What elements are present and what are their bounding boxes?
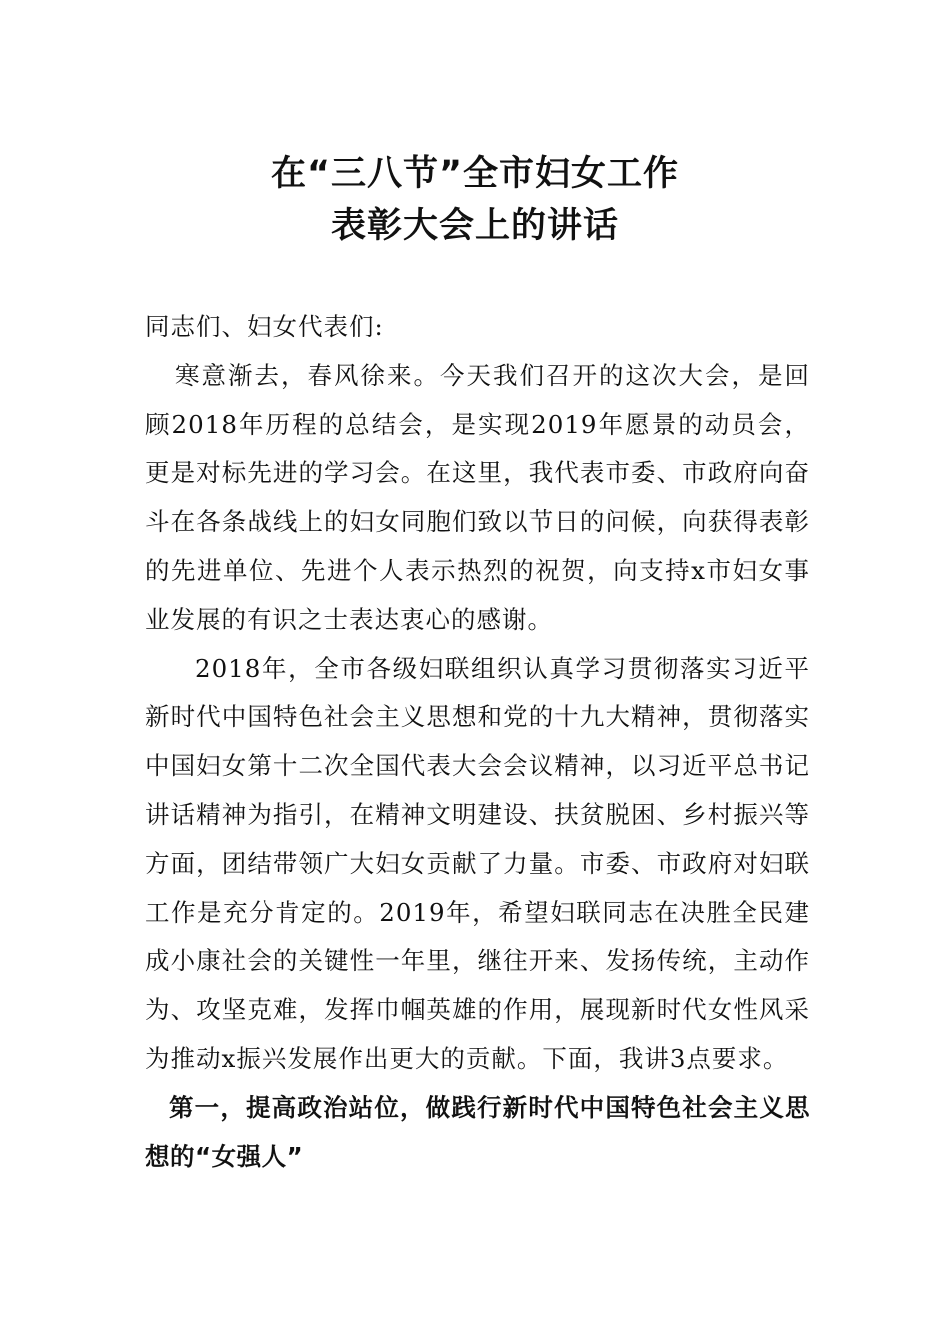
title-line-1: 在“三八节”全市妇女工作: [270, 154, 679, 194]
salutation: 同志们、妇女代表们:: [145, 312, 384, 341]
section-heading-1: 第一，提高政治站位，做践行新时代中国特色社会主义思想的“女强人”: [145, 1092, 810, 1171]
document-title: [0, 148, 950, 252]
title-line-2: 表彰大会上的讲话: [330, 206, 619, 246]
paragraph-1: 寒意渐去，春风徐来。今天我们召开的这次大会，是回顾2018年历程的总结会，是实现2019年愿景的动员会，更是对标先进的学习会。在这里，我代表市委、市政府向奋斗在各条战线上的妇女同胞们致以节日的问候，向获得表彰的先进单位、先进个人表示热烈的祝贺，向支持x市妇女事业发展的有识之士表达衷心的感谢。: [145, 360, 810, 634]
paragraph-2: 2018年，全市各级妇联组织认真学习贯彻落实习近平新时代中国特色社会主义思想和党的十九大精神，贯彻落实中国妇女第十二次全国代表大会会议精神，以习近平总书记讲话精神为指引，在精神文明建设、扶贫脱困、乡村振兴等方面，团结带领广大妇女贡献了力量。市委、市政府对妇联工作是充分肯定的。2019年，希望妇联同志在决胜全民建成小康社会的关键性一年里，继往开来、发扬传统，主动作为、攻坚克难，发挥巾帼英雄的作用，展现新时代女性风采为推动x振兴发展作出更大的贡献。下面，我讲3点要求。: [145, 653, 810, 1073]
document-body: [145, 303, 810, 1181]
